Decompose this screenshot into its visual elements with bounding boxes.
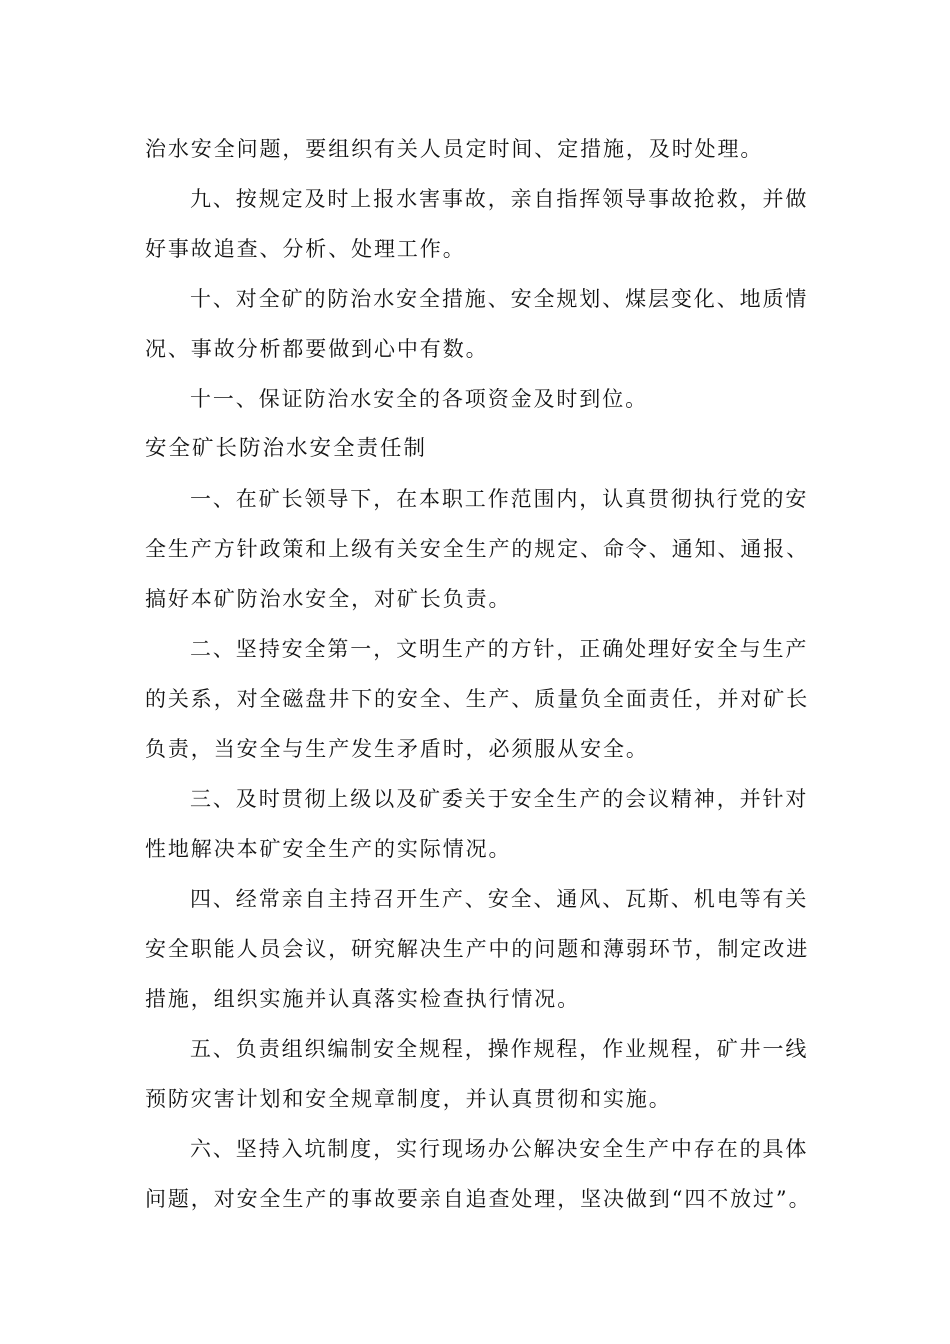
- item-5-line-1: 五、负责组织编制安全规程，操作规程，作业规程，矿井一线: [190, 1037, 809, 1061]
- item-6-line-1: 六、坚持入坑制度，实行现场办公解决安全生产中存在的具体: [190, 1137, 809, 1161]
- item-3-line-1: 三、及时贯彻上级以及矿委关于安全生产的会议精神，并针对: [190, 787, 809, 811]
- paragraph-line: 治水安全问题，要组织有关人员定时间、定措施，及时处理。: [145, 137, 764, 161]
- item-4-line-3: 措施，组织实施并认真落实检查执行情况。: [145, 987, 581, 1011]
- item-11-line-1: 十一、保证防治水安全的各项资金及时到位。: [190, 387, 648, 411]
- item-6-line-2: 问题，对安全生产的事故要亲自追查处理，坚决做到“四不放过”。: [145, 1187, 812, 1211]
- item-2-line-3: 负责，当安全与生产发生矛盾时，必须服从安全。: [145, 737, 649, 761]
- item-1-line-1: 一、在矿长领导下，在本职工作范围内，认真贯彻执行党的安: [190, 487, 809, 511]
- item-9-line-2: 好事故追查、分析、处理工作。: [145, 237, 466, 261]
- item-4-line-1: 四、经常亲自主持召开生产、安全、通风、瓦斯、机电等有关: [190, 887, 809, 911]
- item-5-line-2: 预防灾害计划和安全规章制度，并认真贯彻和实施。: [145, 1087, 672, 1111]
- item-10-line-1: 十、对全矿的防治水安全措施、安全规划、煤层变化、地质情: [190, 287, 809, 311]
- section-heading: 安全矿长防治水安全责任制: [145, 436, 428, 461]
- item-10-line-2: 况、事故分析都要做到心中有数。: [145, 337, 489, 361]
- item-1-line-3: 搞好本矿防治水安全，对矿长负责。: [145, 587, 512, 611]
- item-2-line-2: 的关系，对全磁盘井下的安全、生产、质量负全面责任，并对矿长: [145, 687, 810, 711]
- item-4-line-2: 安全职能人员会议，研究解决生产中的问题和薄弱环节，制定改进: [145, 937, 810, 961]
- item-1-line-2: 全生产方针政策和上级有关安全生产的规定、命令、通知、通报、: [145, 537, 810, 561]
- item-3-line-2: 性地解决本矿安全生产的实际情况。: [145, 837, 512, 861]
- item-9-line-1: 九、按规定及时上报水害事故，亲自指挥领导事故抢救，并做: [190, 187, 809, 211]
- item-2-line-1: 二、坚持安全第一，文明生产的方针，正确处理好安全与生产: [190, 637, 809, 661]
